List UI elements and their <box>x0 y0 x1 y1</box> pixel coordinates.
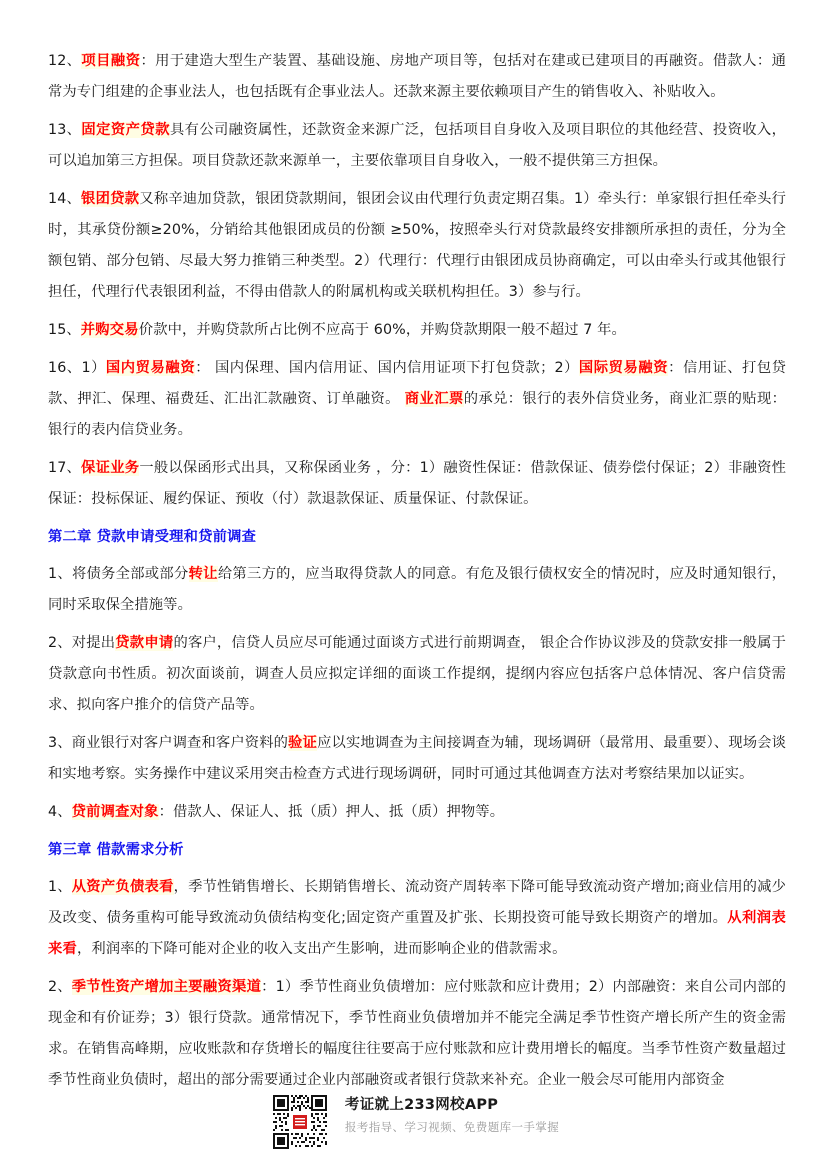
text-run: 1、将债务全部或部分 <box>48 566 189 582</box>
text-run: ：1）季节性商业负债增加：应付账款和应计费用；2）内部融资：来自公司内部的现金和有价证券；3）银行贷款。通常情况下，季节性商业负债增加并不能完全满足季节性资产增长所产生的资金需求。在销售高峰期，应收账款和存货增长的幅度往往要高于应付账款和应计费用增长的幅度。当季节性资产数量超过季节性商业负债时，超出的部分需要通过企业内部融资或者银行贷款来补充。企业一般会尽可能用内部资金 <box>48 979 787 1088</box>
text-run: ，季节性销售增长、长期销售增长、流动资产周转率下降可能导致流动资产增加;商业信用的减少及改变、债务重构可能导致流动负债结构变化;固定资产重置及扩张、长期投资可能导致长期资产的增加。 <box>48 879 786 926</box>
text-run: 1、 <box>48 879 72 895</box>
footer-app-subtitle: 报考指导、学习视频、免费题库一手掌握 <box>344 1120 560 1134</box>
highlighted-term: 项目融资 <box>81 53 141 69</box>
chapter-heading-2: 第二章 贷款申请受理和贷前调查 <box>48 529 257 545</box>
highlighted-term: 贷前调查对象 <box>71 804 159 820</box>
paragraph-item-13 <box>48 115 786 177</box>
paragraph-ch2-item-3 <box>48 728 786 790</box>
text-run: 2、对提出 <box>48 635 116 651</box>
highlighted-term: 保证业务 <box>81 460 140 476</box>
highlighted-term: 银团贷款 <box>80 191 140 207</box>
paragraph-ch3-item-1 <box>48 872 786 965</box>
highlighted-term: 从资产负债表看 <box>71 879 174 895</box>
text-run: 15、 <box>48 322 81 338</box>
text-run: 3、商业银行对客户调查和客户资料的 <box>48 735 289 751</box>
page-footer <box>0 1093 830 1151</box>
text-run: 又称辛迪加贷款，银团贷款期间，银团会议由代理行负责定期召集。1）牵头行：单家银行担任牵头行时，其承贷份额≥20%，分销给其他银团成员的份额 ≥50%，按照牵头行对贷款最终安排额所承担的责任，分为全额包销、部分包销、尽最大努力推销三种类型。2）代理行：代理行由银团成员协商确定，可以由牵头行或其他银行担任，代理行代表银团利益，不得由借款人的附属机构或关联机构担任。3）参与行。 <box>48 191 786 300</box>
paragraph-item-14 <box>48 184 786 308</box>
paragraph-item-12 <box>48 46 786 108</box>
footer-text-block <box>345 1093 559 1137</box>
footer-promo <box>271 1093 559 1151</box>
paragraph-item-15 <box>48 315 786 346</box>
text-run: 16、1） <box>48 360 106 376</box>
highlighted-term: 贷款申请 <box>115 635 174 651</box>
text-run: ：用于建造大型生产装置、基础设施、房地产项目等，包括对在建或已建项目的再融资。借款人：通常为专门组建的企事业法人，也包括既有企事业法人。还款来源主要依赖项目产生的销售收入、补贴收入。 <box>48 53 786 100</box>
qr-code-icon <box>271 1093 329 1151</box>
text-run: 4、 <box>48 804 72 820</box>
paragraph-ch3-item-2 <box>48 972 786 1096</box>
text-run: ：借款人、保证人、抵（质）押人、抵（质）押物等。 <box>158 804 505 820</box>
text-run: 具有公司融资属性，还款资金来源广泛，包括项目自身收入及项目职位的其他经营、投资收入，可以追加第三方担保。项目贷款还款来源单一，主要依靠项目自身收入，一般不提供第三方担保。 <box>48 122 786 169</box>
highlighted-term: 季节性资产增加主要融资渠道 <box>71 979 262 995</box>
highlighted-term: 商业汇票 <box>404 391 464 407</box>
highlighted-term: 国内贸易融资 <box>105 360 196 376</box>
footer-app-title: 考证就上233网校APP <box>344 1097 499 1113</box>
paragraph-item-16 <box>48 353 786 446</box>
text-run: ： 国内保理、国内信用证、国内信用证项下打包贷款；2） <box>195 360 579 376</box>
highlighted-term: 并购交易 <box>80 322 139 338</box>
emphasis-term: 从利润表来看 <box>48 910 786 957</box>
text-run: 价款中，并购贷款所占比例不应高于 60%，并购贷款期限一般不超过 7 年。 <box>138 322 626 338</box>
text-run: 14、 <box>48 191 81 207</box>
highlighted-term: 转让 <box>188 566 218 582</box>
text-run: 17、 <box>48 460 81 476</box>
paragraph-ch2-item-2 <box>48 628 786 721</box>
text-run: 给第三方的，应当取得贷款人的同意。有危及银行债权安全的情况时，应及时通知银行，同时采取保全措施等。 <box>48 566 786 613</box>
text-run: 13、 <box>48 122 82 138</box>
text-run: ，利润率的下降可能对企业的收入支出产生影响，进而影响企业的借款需求。 <box>77 941 567 957</box>
paragraph-item-17 <box>48 453 786 515</box>
text-run: 12、 <box>48 53 82 69</box>
text-run: 应以实地调查为主间接调查为辅，现场调研（最常用、最重要）、现场会谈和实地考察。实务操作中建议采用突击检查方式进行现场调研，同时可通过其他调查方法对考察结果加以证实。 <box>48 735 786 782</box>
highlighted-term: 国际贸易融资 <box>578 360 669 376</box>
document-body <box>48 46 786 1096</box>
paragraph-ch2-item-1 <box>48 559 786 621</box>
text-run: 的承兑：银行的表外信贷业务，商业汇票的贴现：银行的表内信贷业务。 <box>48 391 786 438</box>
chapter-heading-3: 第三章 借款需求分析 <box>48 842 184 858</box>
text-run: 2、 <box>48 979 72 995</box>
text-run: 一般以保函形式出具，又称保函业务 ，分：1）融资性保证：借款保证、债券偿付保证；2）非融资性保证：投标保证、履约保证、预收（付）款退款保证、质量保证、付款保证。 <box>48 460 786 507</box>
text-run: ：信用证、打包贷款、押汇、保理、福费廷、汇出汇款融资、订单融资。 <box>48 360 787 407</box>
highlighted-term: 验证 <box>288 735 318 751</box>
highlighted-term: 固定资产贷款 <box>81 122 170 138</box>
text-run: 的客户，信贷人员应尽可能通过面谈方式进行前期调查， 银企合作协议涉及的贷款安排一般属于贷款意向书性质。初次面谈前，调查人员应拟定详细的面谈工作提纲，提纲内容应包括客户总体情况、客户信贷需求、拟向客户推介的信贷产品等。 <box>48 635 786 713</box>
paragraph-ch2-item-4 <box>48 797 786 828</box>
